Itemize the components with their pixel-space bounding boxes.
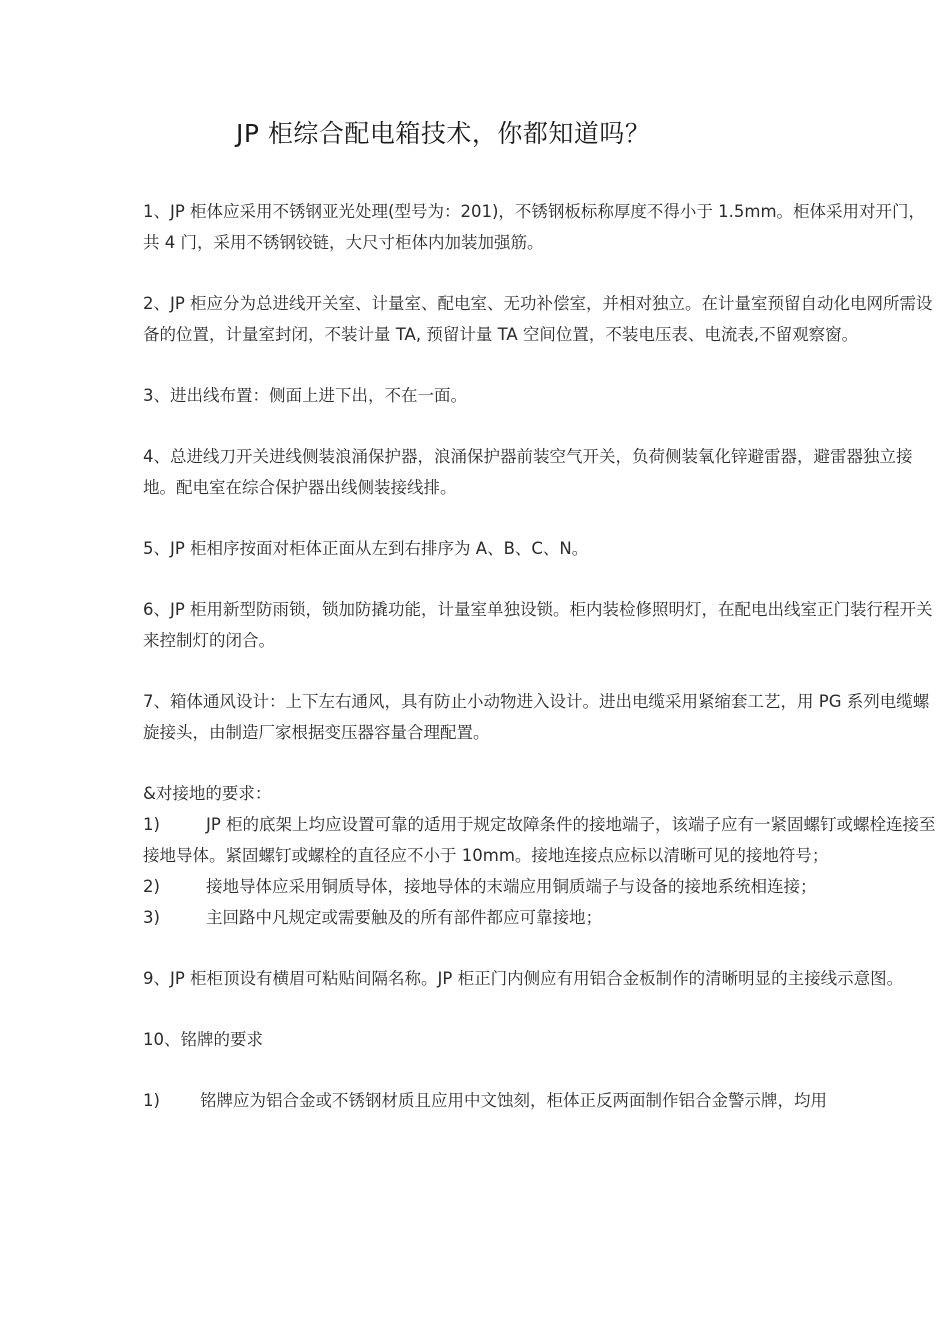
paragraph-3: 3、进出线布置：侧面上进下出，不在一面。: [143, 386, 467, 405]
paragraph-2: 2、JP 柜应分为总进线开关室、计量室、配电室、无功补偿室，并相对独立。在计量室预留自动化电网所需设备的位置，计量室封闭，不装计量 TA, 预留计量 TA 空间位置，不装电压表、电流表,不留观察窗。: [143, 294, 933, 344]
list-text: JP 柜的底架上均应设置可靠的适用于规定故障条件的接地端子，该端子应有一紧固螺钉或螺栓连接至接地导体。紧固螺钉或螺栓的直径应不小于 10mm。接地连接点应标以清晰可见的接地符号；: [143, 815, 936, 865]
paragraph-4: 4、总进线刀开关进线侧装浪涌保护器，浪涌保护器前装空气开关，负荷侧装氧化锌避雷器，避雷器独立接地。配电室在综合保护器出线侧装接线排。: [143, 447, 913, 497]
paragraph-1: 1、JP 柜体应采用不锈钢亚光处理(型号为：201)，不锈钢板标称厚度不得小于 1.5mm。柜体采用对开门，共 4 门，采用不锈钢铰链，大尺寸柜体内加装加强筋。: [143, 202, 926, 252]
list-text: 铭牌应为铝合金或不锈钢材质且应用中文蚀刻，柜体正反两面制作铝合金警示牌，均用: [200, 1091, 827, 1110]
list-number: 1): [143, 815, 160, 834]
document-body: [143, 196, 939, 1116]
grounding-item: [143, 809, 939, 871]
grounding-heading: &对接地的要求：: [143, 784, 272, 803]
grounding-section: [143, 778, 939, 933]
list-text: 主回路中凡规定或需要触及的所有部件都应可靠接地；: [206, 908, 602, 927]
paragraph-6: 6、JP 柜用新型防雨锁，锁加防撬功能，计量室单独设锁。柜内装检修照明灯，在配电出线室正门装行程开关来控制灯的闭合。: [143, 600, 933, 650]
list-number: 2): [143, 877, 160, 896]
nameplate-heading: 10、铭牌的要求: [143, 1030, 263, 1049]
document-title: JP 柜综合配电箱技术，你都知道吗？: [236, 119, 651, 148]
list-text: 接地导体应采用铜质导体，接地导体的末端应用铜质端子与设备的接地系统相连接；: [206, 877, 817, 896]
grounding-item: [143, 902, 939, 933]
nameplate-item: [143, 1085, 939, 1116]
paragraph-5: 5、JP 柜相序按面对柜体正面从左到右排序为 A、B、C、N。: [143, 539, 589, 558]
list-number: 1): [143, 1091, 160, 1110]
list-number: 3): [143, 908, 160, 927]
grounding-item: [143, 871, 939, 902]
paragraph-7: 7、箱体通风设计：上下左右通风，具有防止小动物进入设计。进出电缆采用紧缩套工艺，用 PG 系列电缆螺旋接头，由制造厂家根据变压器容量合理配置。: [143, 692, 930, 742]
paragraph-9: 9、JP 柜柜顶设有横眉可粘贴间隔名称。JP 柜正门内侧应有用铝合金板制作的清晰明显的主接线示意图。: [143, 969, 904, 988]
